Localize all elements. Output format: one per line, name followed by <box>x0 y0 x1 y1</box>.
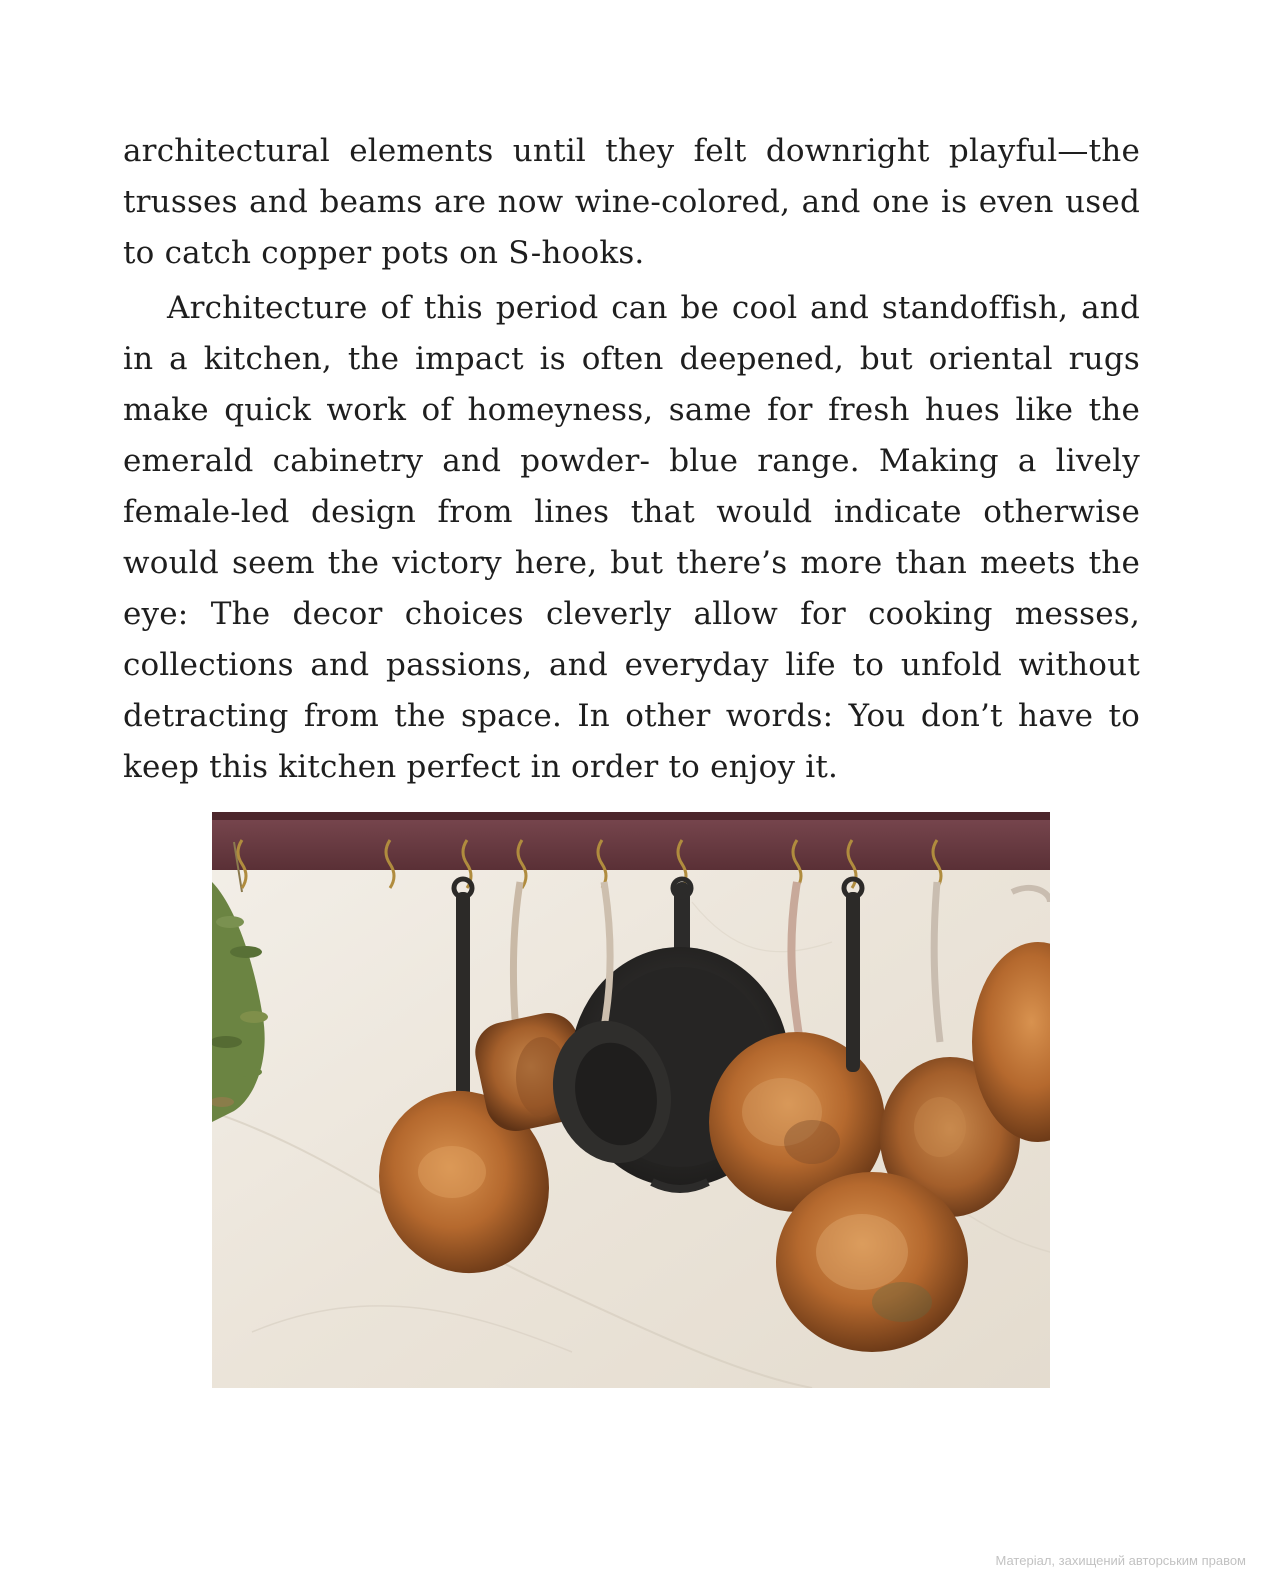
wine-colored-beam <box>212 812 1050 870</box>
copper-pot-bottom <box>776 1172 968 1352</box>
body-text <box>123 126 1140 793</box>
paragraph-2: Architecture of this period can be cool and standoffish, and in a kitchen, the impact is often deepened, but oriental rugs make quick work of homeyness, same for fresh hues like the emerald cabinetry and powder- blue range. Making a lively female-led design from lines that would indicate otherwise would seem the victory here, but there’s more than meets the eye: The decor choices cleverly allow for cooking messes, collections and passions, and everyday life to unfold without detracting from the space. In other words: You don’t have to keep this kitchen perfect in order to enjoy it. <box>123 290 1140 785</box>
iron-handle-right <box>844 879 862 1072</box>
copyright-watermark: Матеріал, захищений авторським правом <box>995 1553 1246 1568</box>
kitchen-photo <box>212 812 1050 1388</box>
paragraph-1: architectural elements until they felt downright playful—the trusses and beams are now wine-colored, and one is even used to catch copper pots on S-hooks. <box>123 133 1140 271</box>
copper-pots-illustration <box>212 812 1050 1388</box>
